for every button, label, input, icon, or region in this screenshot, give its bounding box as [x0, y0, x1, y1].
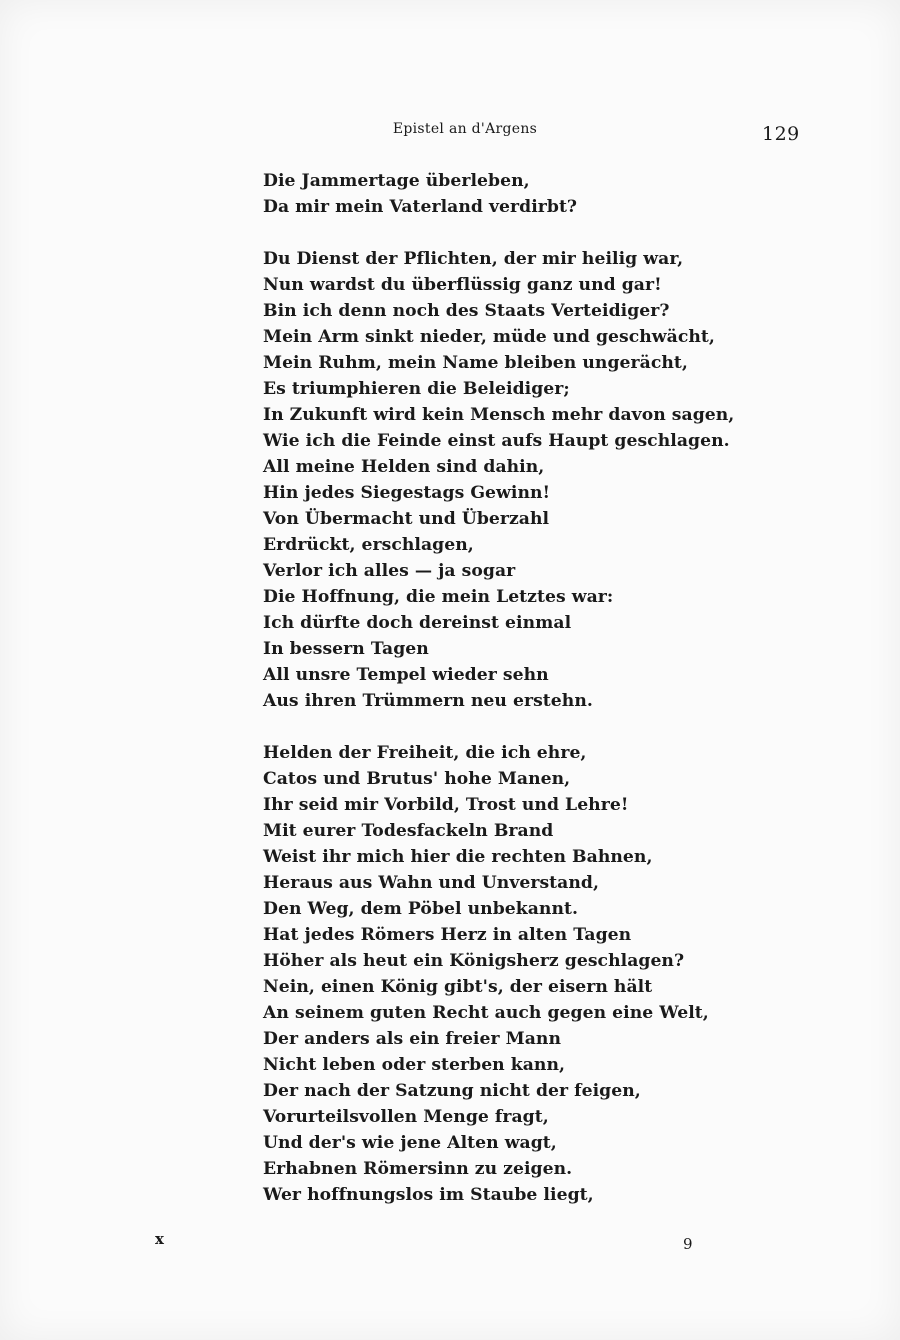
verse-line: Heraus aus Wahn und Unverstand,: [263, 873, 599, 893]
verse-line: Catos und Brutus' hohe Manen,: [263, 769, 571, 789]
verse-line: Die Jammertage überleben,: [263, 171, 530, 191]
verse-line: Ihr seid mir Vorbild, Trost und Lehre!: [263, 795, 629, 815]
verse-line: Die Hoffnung, die mein Letztes war:: [263, 587, 614, 607]
verse-line: Es triumphieren die Beleidiger;: [263, 379, 570, 399]
verse-line: Der nach der Satzung nicht der feigen,: [263, 1081, 641, 1101]
verse-line: Mein Ruhm, mein Name bleiben ungerächt,: [263, 353, 688, 373]
verse-line: Nun wardst du überflüssig ganz und gar!: [263, 275, 662, 295]
printer-signature-mark: x: [155, 1230, 164, 1248]
verse-line: In bessern Tagen: [263, 639, 429, 659]
verse-line: Wie ich die Feinde einst aufs Haupt geschlagen.: [263, 431, 730, 451]
page-number: 129: [762, 123, 800, 145]
verse-line: Den Weg, dem Pöbel unbekannt.: [263, 899, 579, 919]
verse-line: Hin jedes Siegestags Gewinn!: [263, 483, 551, 503]
printer-signature-number: 9: [683, 1235, 693, 1253]
verse-line: Von Übermacht und Überzahl: [263, 509, 550, 529]
verse-line: Und der's wie jene Alten wagt,: [263, 1133, 557, 1153]
stanza: [263, 246, 823, 714]
verse-line: Verlor ich alles — ja sogar: [263, 561, 516, 581]
running-title: Epistel an d'Argens: [392, 121, 538, 137]
verse-line: Hat jedes Römers Herz in alten Tagen: [263, 925, 632, 945]
stanza: [263, 168, 823, 220]
verse-line: Nicht leben oder sterben kann,: [263, 1055, 566, 1075]
verse-line: Wer hoffnungslos im Staube liegt,: [263, 1185, 594, 1205]
verse-line: Weist ihr mich hier die rechten Bahnen,: [263, 847, 653, 867]
verse-line: Höher als heut ein Königsherz geschlagen?: [263, 951, 685, 971]
stanza: [263, 740, 823, 1208]
verse-line: Ich dürfte doch dereinst einmal: [263, 613, 572, 633]
verse-line: Erdrückt, erschlagen,: [263, 535, 474, 555]
verse-line: All meine Helden sind dahin,: [263, 457, 545, 477]
verse-line: An seinem guten Recht auch gegen eine Welt,: [263, 1003, 709, 1023]
poem-text: [263, 168, 823, 1208]
verse-line: Mit eurer Todesfackeln Brand: [263, 821, 554, 841]
verse-line: Nein, einen König gibt's, der eisern hält: [263, 977, 653, 997]
verse-line: In Zukunft wird kein Mensch mehr davon sagen,: [263, 405, 735, 425]
verse-line: Erhabnen Römersinn zu zeigen.: [263, 1159, 573, 1179]
verse-line: Aus ihren Trümmern neu erstehn.: [263, 691, 593, 711]
verse-line: Da mir mein Vaterland verdirbt?: [263, 197, 578, 217]
verse-line: Der anders als ein freier Mann: [263, 1029, 561, 1049]
verse-line: Helden der Freiheit, die ich ehre,: [263, 743, 587, 763]
verse-line: Mein Arm sinkt nieder, müde und geschwächt,: [263, 327, 715, 347]
verse-line: Bin ich denn noch des Staats Verteidiger?: [263, 301, 670, 321]
verse-line: All unsre Tempel wieder sehn: [263, 665, 549, 685]
verse-line: Vorurteilsvollen Menge fragt,: [263, 1107, 549, 1127]
verse-line: Du Dienst der Pflichten, der mir heilig war,: [263, 249, 684, 269]
